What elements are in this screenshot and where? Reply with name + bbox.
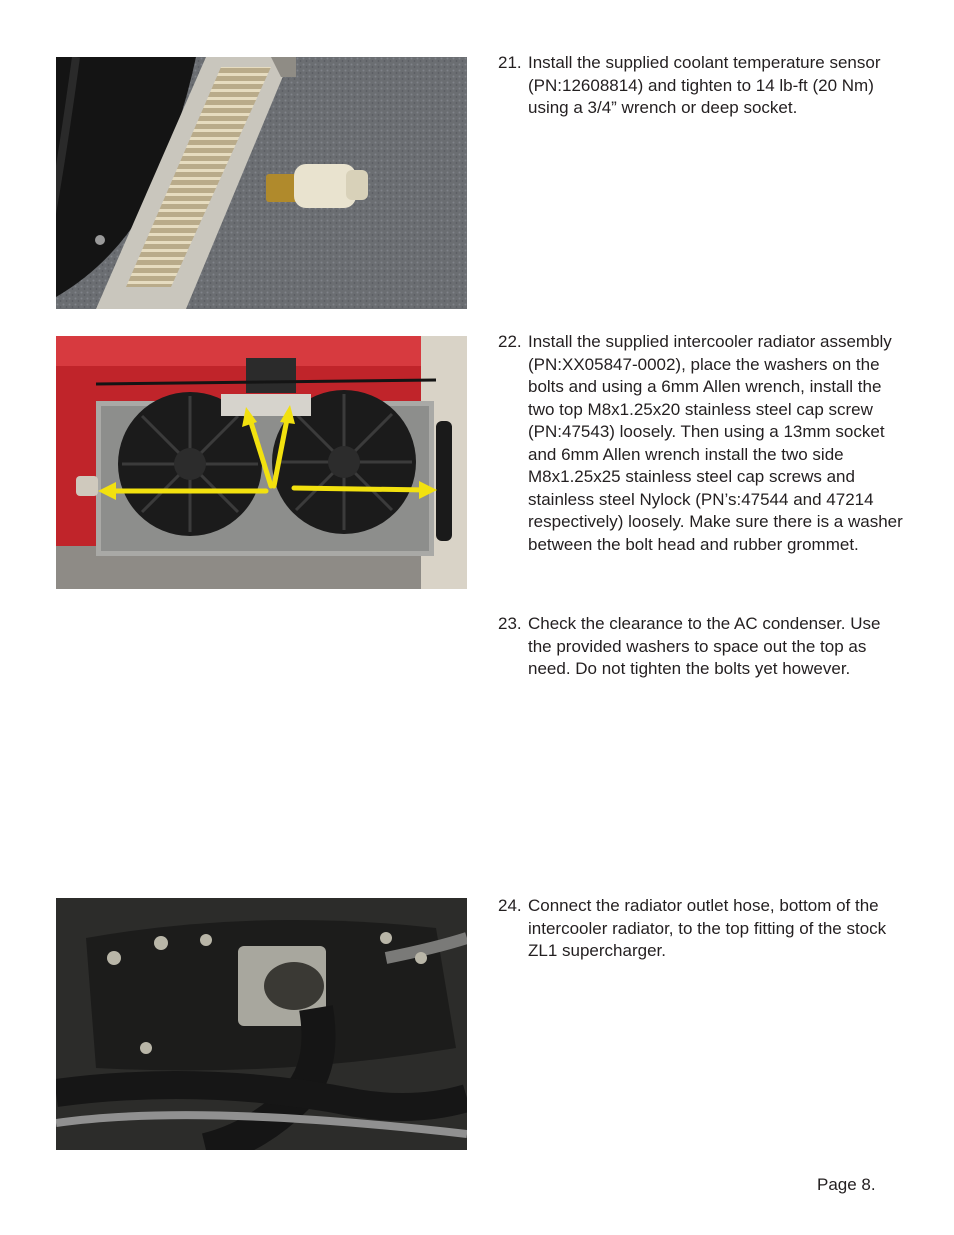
step-text: Check the clearance to the AC condenser. Use the provided washers to space out the top as need. Do not tighten the bolts yet however. — [528, 614, 881, 678]
step-21 — [498, 52, 908, 120]
step-text: Install the supplied coolant temperature sensor (PN:12608814) and tighten to 14 lb-ft (20 Nm) using a 3/4” wrench or deep socket. — [528, 53, 881, 117]
intercooler-radiator-photo — [56, 336, 467, 589]
page-number: Page 8. — [817, 1175, 876, 1194]
step-text: Install the supplied intercooler radiator assembly (PN:XX05847-0002), place the washers on the bolts and using a 6mm Allen wrench, install the two top M8x1.25x20 stainless steel cap screw (PN:47543) loosely. Then using a 13mm socket and 6mm Allen wrench install the two side M8x1.25x25 stainless steel cap screws and stainless steel Nylock (PN’s:47544 and 47214 respectively) loosely. Make sure there is a washer between the bolt head and rubber grommet. — [528, 332, 903, 554]
step-text: Connect the radiator outlet hose, bottom of the intercooler radiator, to the top fitting of the stock ZL1 supercharger. — [528, 896, 887, 960]
step-number: 24. — [498, 896, 522, 915]
step-24 — [498, 895, 908, 963]
step-number: 23. — [498, 614, 522, 633]
supercharger-hose-photo — [56, 898, 467, 1150]
step-23 — [498, 613, 908, 681]
coolant-sensor-photo — [56, 57, 467, 309]
step-number: 21. — [498, 53, 522, 72]
step-number: 22. — [498, 332, 522, 351]
step-22 — [498, 331, 908, 556]
